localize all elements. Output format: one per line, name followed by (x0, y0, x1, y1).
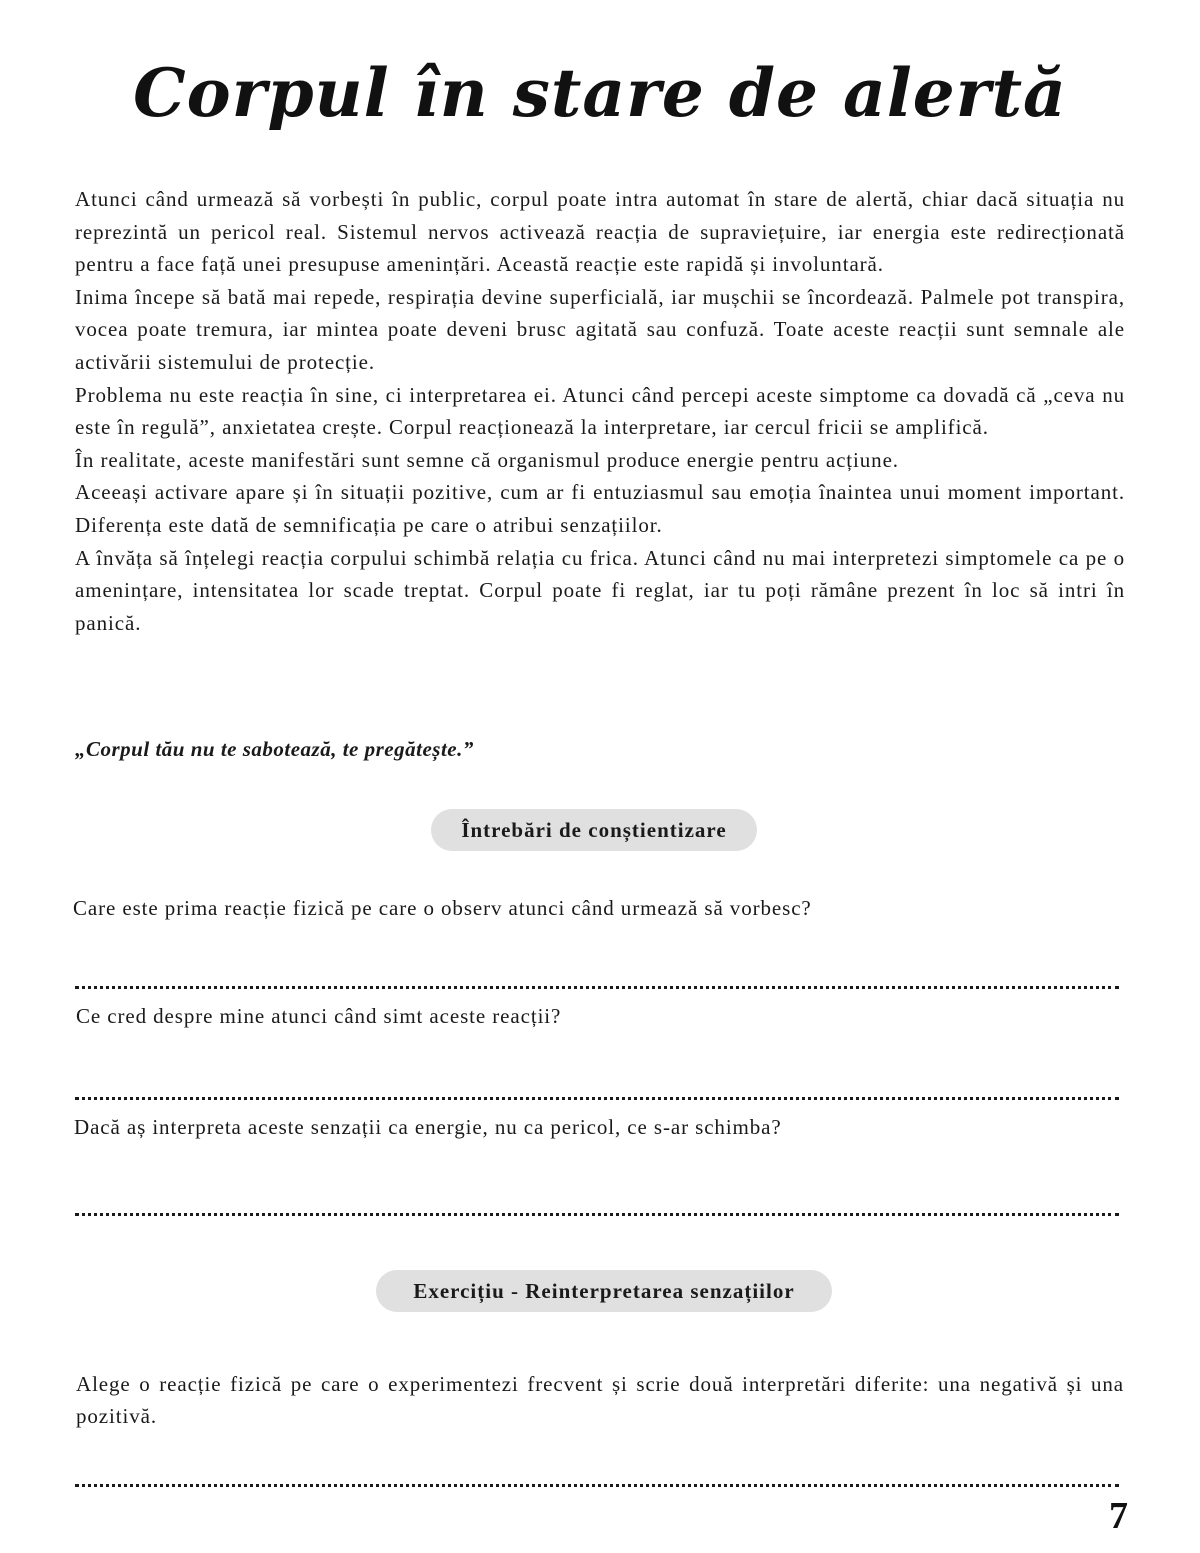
awareness-heading: Întrebări de conștientizare (431, 809, 757, 851)
page-title: Corpul în stare de alertă (133, 54, 1067, 132)
intro-paragraph: Inima începe să bată mai repede, respirația devine superficială, iar mușchii se încordează. Palmele pot transpira, vocea poate tremura, iar mintea poate deveni brusc agitată sau confuză. Toate aceste reacții sunt semnale ale activării sistemului de protecție. (75, 284, 1125, 374)
answer-line-2[interactable] (75, 1097, 1119, 1100)
question-3: Dacă aș interpreta aceste senzații ca energie, nu ca pericol, ce s-ar schimba? (74, 1115, 782, 1139)
answer-line-3[interactable] (75, 1213, 1119, 1216)
intro-paragraph: În realitate, aceste manifestări sunt semne că organismul produce energie pentru acțiune. (75, 447, 899, 472)
question-2: Ce cred despre mine atunci când simt aceste reacții? (76, 1004, 562, 1028)
page-number: 7 (1109, 1495, 1128, 1537)
intro-paragraph: A învăța să înțelegi reacția corpului schimbă relația cu frica. Atunci când nu mai interpretezi simptomele ca pe o amenințare, intensitatea lor scade treptat. Corpul poate fi reglat, iar tu poți rămâne prezent în loc să intri în panică. (75, 545, 1125, 635)
intro-paragraph: Atunci când urmează să vorbești în public, corpul poate intra automat în stare de alertă, chiar dacă situația nu reprezintă un pericol real. Sistemul nervos activează reacția de supraviețuire, iar energia este redirecționată pentru a face față unei presupuse amenințări. Această reacție este rapidă și involuntară. (75, 187, 1125, 277)
exercise-heading: Exercițiu - Reinterpretarea senzațiilor (376, 1270, 832, 1312)
intro-paragraph: Problema nu este reacția în sine, ci interpretarea ei. Atunci când percepi aceste simptome ca dovadă că „ceva nu este în regulă”, anxietatea crește. Corpul reacționează la interpretare, iar cercul fricii se amplifică. (75, 382, 1125, 440)
intro-text (75, 183, 1125, 639)
question-1: Care este prima reacție fizică pe care o observ atunci când urmează să vorbesc? (73, 896, 812, 920)
quote: „Corpul tău nu te sabotează, te pregătește.” (75, 737, 474, 761)
intro-paragraph: Aceeași activare apare și în situații pozitive, cum ar fi entuziasmul sau emoția înaintea unui moment important. Diferența este dată de semnificația pe care o atribui senzațiilor. (75, 480, 1125, 537)
exercise-answer-line[interactable] (75, 1484, 1119, 1487)
answer-line-1[interactable] (75, 986, 1119, 989)
exercise-instruction: Alege o reacție fizică pe care o experimentezi frecvent și scrie două interpretări diferite: una negativă și una pozitivă. (76, 1372, 1124, 1428)
